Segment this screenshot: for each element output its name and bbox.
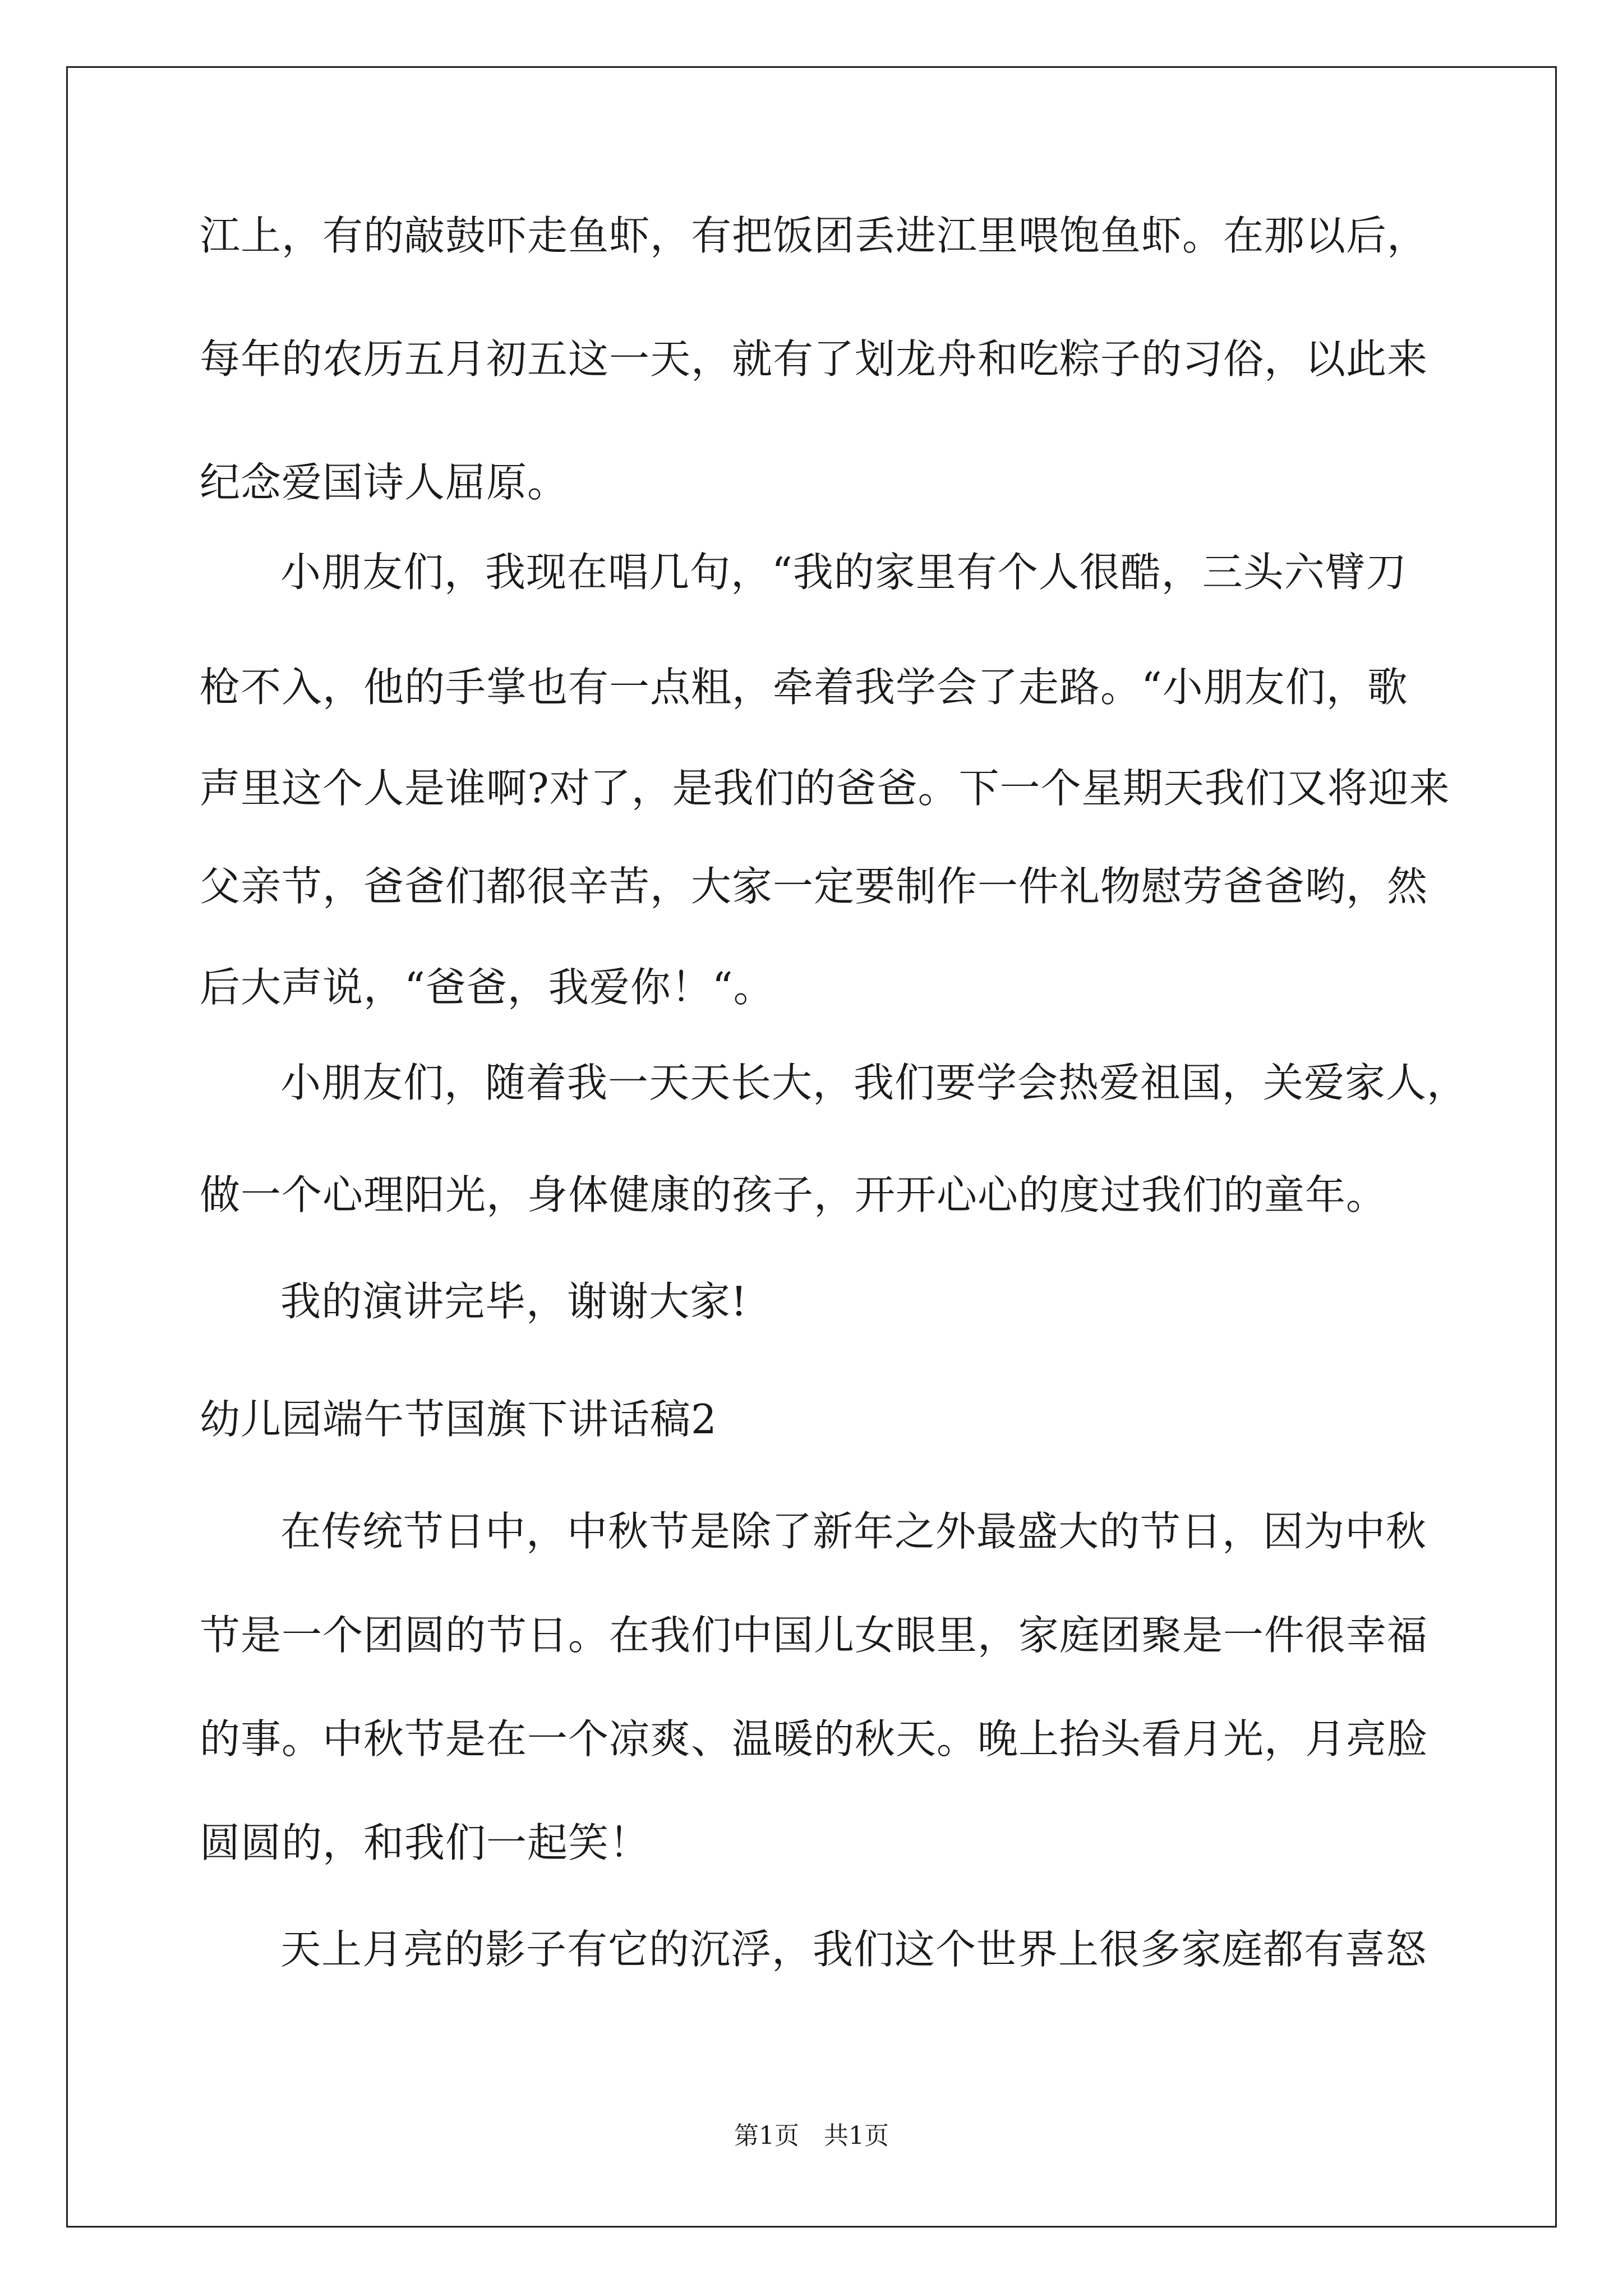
text-line: 的事。中秋节是在一个凉爽、温暖的秋天。晚上抬头看月光，月亮脸 bbox=[200, 1715, 1428, 1763]
text-line: 做一个心理阳光，身体健康的孩子，开开心心的度过我们的童年。 bbox=[200, 1171, 1387, 1218]
page-border bbox=[66, 66, 1557, 2228]
paragraph-start: 小朋友们，随着我一天天长大，我们要学会热爱祖国，关爱家人， bbox=[280, 1059, 1468, 1106]
text-line: 每年的农历五月初五这一天，就有了划龙舟和吃粽子的习俗，以此来 bbox=[200, 335, 1428, 383]
text-line: 父亲节，爸爸们都很辛苦，大家一定要制作一件礼物慰劳爸爸哟，然 bbox=[200, 863, 1428, 910]
text-line: 声里这个人是谁啊?对了，是我们的爸爸。下一个星期天我们又将迎来 bbox=[200, 765, 1450, 812]
paragraph-start: 天上月亮的影子有它的沉浮，我们这个世界上很多家庭都有喜怒 bbox=[280, 1926, 1427, 1973]
paragraph-start: 在传统节日中，中秋节是除了新年之外最盛大的节日，因为中秋 bbox=[280, 1508, 1427, 1555]
section-heading: 幼儿园端午节国旗下讲话稿2 bbox=[200, 1396, 717, 1443]
text-line: 后大声说，“爸爸，我爱你！“。 bbox=[200, 964, 774, 1011]
paragraph-start: 我的演讲完毕，谢谢大家! bbox=[280, 1278, 748, 1325]
text-line: 圆圆的，和我们一起笑！ bbox=[200, 1819, 651, 1866]
page-number: 第1页 共1页 bbox=[734, 2122, 889, 2150]
text-line: 江上，有的敲鼓吓走鱼虾，有把饭团丢进江里喂饱鱼虾。在那以后， bbox=[200, 212, 1428, 259]
paragraph-start: 小朋友们，我现在唱几句，“我的家里有个人很酷，三头六臂刀 bbox=[280, 549, 1407, 596]
text-line: 节是一个团圆的节日。在我们中国儿女眼里，家庭团聚是一件很幸福 bbox=[200, 1612, 1428, 1659]
text-line: 纪念爱国诗人屈原。 bbox=[200, 459, 569, 506]
text-line: 枪不入，他的手掌也有一点粗，牵着我学会了走路。“小朋友们，歌 bbox=[200, 664, 1408, 711]
